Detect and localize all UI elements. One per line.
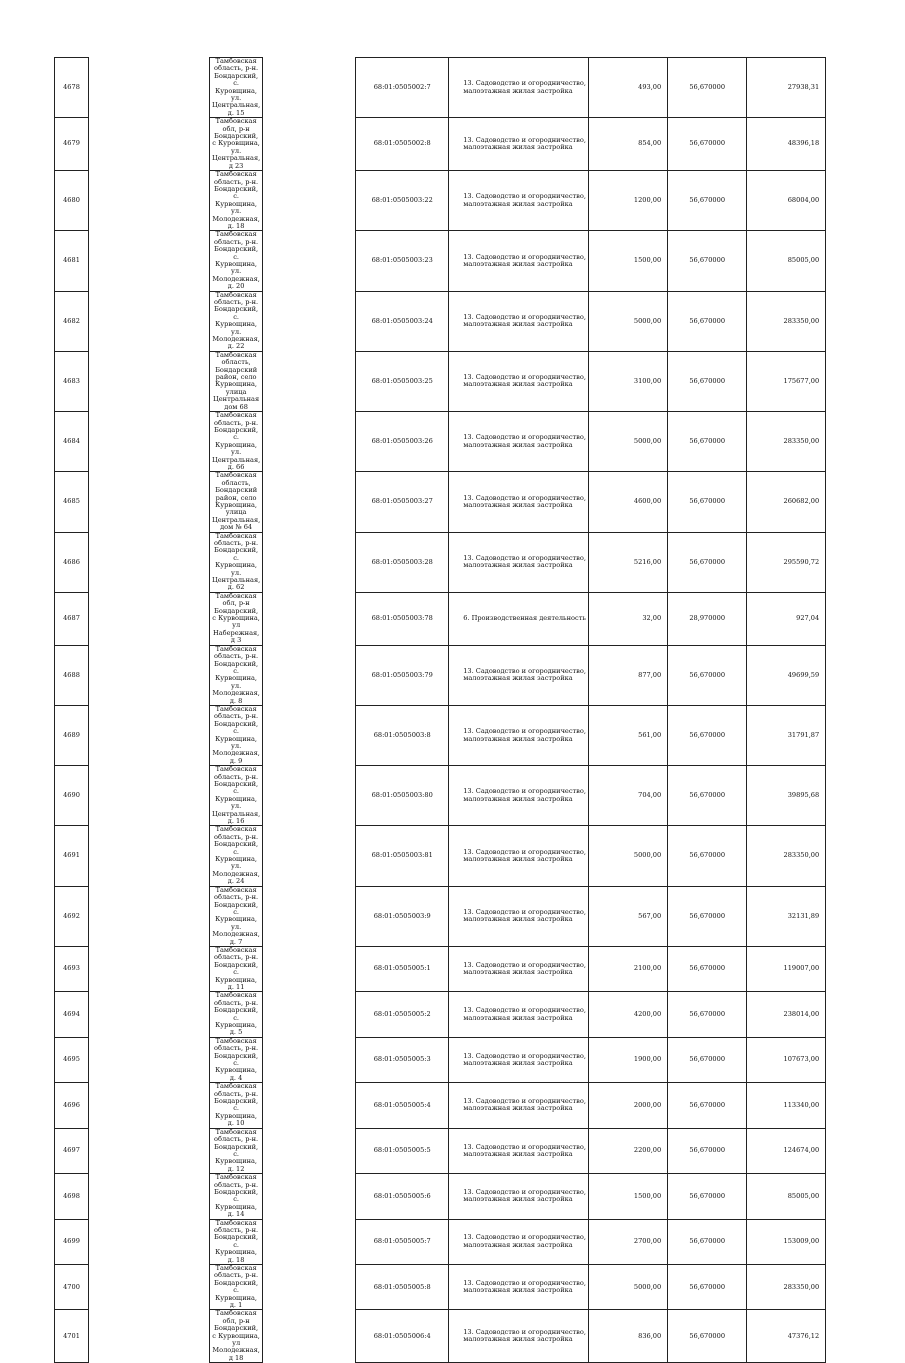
gap-cell [89, 766, 210, 826]
row-number-cell: 4700 [55, 1265, 89, 1310]
area-cell: 1900,00 [589, 1037, 668, 1082]
row-number-cell: 4680 [55, 171, 89, 231]
table-row [55, 1219, 826, 1264]
row-number-cell: 4690 [55, 766, 89, 826]
land-use-category-cell: 13. Садоводство и огородничество, малоэтажная жилая застройка [449, 1083, 589, 1128]
table-row [55, 291, 826, 351]
cadastral-number-cell: 68:01:0505003:25 [356, 351, 449, 411]
row-number-cell: 4682 [55, 291, 89, 351]
cadastral-number-cell: 68:01:0505005:4 [356, 1083, 449, 1128]
gap-cell [89, 946, 210, 991]
gap-cell [263, 472, 356, 532]
specific-value-cell: 56,670000 [668, 826, 747, 886]
table-row [55, 231, 826, 291]
cadastral-number-cell: 68:01:0505005:7 [356, 1219, 449, 1264]
gap-cell [89, 351, 210, 411]
cadastral-number-cell: 68:01:0505003:81 [356, 826, 449, 886]
table-row [55, 1037, 826, 1082]
table-row [55, 1265, 826, 1310]
address-cell: Тамбовская область, р-н. Бондарский, с. Курвощина, д. 11 [210, 946, 263, 991]
gap-cell [89, 231, 210, 291]
gap-cell [89, 705, 210, 765]
cadastral-number-cell: 68:01:0505005:2 [356, 992, 449, 1037]
land-use-category-cell: 13. Садоводство и огородничество, малоэтажная жилая застройка [449, 1128, 589, 1173]
row-number-cell: 4691 [55, 826, 89, 886]
cadastral-number-cell: 68:01:0505003:80 [356, 766, 449, 826]
area-cell: 2700,00 [589, 1219, 668, 1264]
gap-cell [89, 1083, 210, 1128]
specific-value-cell: 56,670000 [668, 1128, 747, 1173]
cadastral-number-cell: 68:01:0505005:6 [356, 1174, 449, 1219]
gap-cell [89, 171, 210, 231]
row-number-cell: 4679 [55, 118, 89, 171]
address-cell: Тамбовская обл, р-н Бондарский, с Курвощина, ул Набережная, д 3 [210, 592, 263, 645]
gap-cell [263, 351, 356, 411]
gap-cell [89, 412, 210, 472]
gap-cell [89, 992, 210, 1037]
cadastral-value-cell: 27938,31 [747, 58, 826, 118]
area-cell: 4200,00 [589, 992, 668, 1037]
area-cell: 3100,00 [589, 351, 668, 411]
gap-cell [263, 1037, 356, 1082]
land-use-category-cell: 13. Садоводство и огородничество, малоэтажная жилая застройка [449, 1219, 589, 1264]
table-row [55, 118, 826, 171]
specific-value-cell: 56,670000 [668, 412, 747, 472]
specific-value-cell: 56,670000 [668, 886, 747, 946]
cadastral-number-cell: 68:01:0505003:23 [356, 231, 449, 291]
cadastral-value-cell: 31791,87 [747, 705, 826, 765]
table-row [55, 532, 826, 592]
address-cell: Тамбовская область, р-н. Бондарский, с. Курвощина, д. 1 [210, 1265, 263, 1310]
area-cell: 5000,00 [589, 826, 668, 886]
cadastral-number-cell: 68:01:0505005:3 [356, 1037, 449, 1082]
address-cell: Тамбовская область, р-н. Бондарский, с. Курвощина, д. 5 [210, 992, 263, 1037]
area-cell: 5000,00 [589, 291, 668, 351]
table-body [55, 58, 826, 1363]
specific-value-cell: 56,670000 [668, 291, 747, 351]
cadastral-value-cell: 124674,00 [747, 1128, 826, 1173]
gap-cell [263, 592, 356, 645]
gap-cell [263, 1310, 356, 1363]
land-use-category-cell: 13. Садоводство и огородничество, малоэтажная жилая застройка [449, 58, 589, 118]
row-number-cell: 4681 [55, 231, 89, 291]
gap-cell [263, 992, 356, 1037]
specific-value-cell: 56,670000 [668, 645, 747, 705]
cadastral-value-cell: 283350,00 [747, 826, 826, 886]
area-cell: 567,00 [589, 886, 668, 946]
table-row [55, 412, 826, 472]
cadastral-value-cell: 32131,89 [747, 886, 826, 946]
table-row [55, 766, 826, 826]
gap-cell [263, 118, 356, 171]
specific-value-cell: 56,670000 [668, 1265, 747, 1310]
address-cell: Тамбовская область, р-н. Бондарский, с. Курвощина, д. 14 [210, 1174, 263, 1219]
table-row [55, 1310, 826, 1363]
cadastral-value-cell: 68004,00 [747, 171, 826, 231]
land-use-category-cell: 13. Садоводство и огородничество, малоэтажная жилая застройка [449, 705, 589, 765]
gap-cell [263, 826, 356, 886]
row-number-cell: 4688 [55, 645, 89, 705]
gap-cell [263, 946, 356, 991]
gap-cell [89, 291, 210, 351]
cadastral-number-cell: 68:01:0505003:28 [356, 532, 449, 592]
cadastral-number-cell: 68:01:0505003:9 [356, 886, 449, 946]
cadastral-value-cell: 47376,12 [747, 1310, 826, 1363]
cadastral-value-cell: 49699,59 [747, 645, 826, 705]
specific-value-cell: 56,670000 [668, 171, 747, 231]
area-cell: 1500,00 [589, 1174, 668, 1219]
row-number-cell: 4685 [55, 472, 89, 532]
area-cell: 704,00 [589, 766, 668, 826]
specific-value-cell: 56,670000 [668, 766, 747, 826]
gap-cell [89, 472, 210, 532]
land-valuation-table [54, 57, 826, 1363]
address-cell: Тамбовская область, р-н. Бондарский, с. Куровщина, ул. Центральная, д. 15 [210, 58, 263, 118]
cadastral-number-cell: 68:01:0505003:27 [356, 472, 449, 532]
specific-value-cell: 56,670000 [668, 118, 747, 171]
area-cell: 493,00 [589, 58, 668, 118]
row-number-cell: 4689 [55, 705, 89, 765]
cadastral-number-cell: 68:01:0505006:4 [356, 1310, 449, 1363]
cadastral-number-cell: 68:01:0505002:8 [356, 118, 449, 171]
land-use-category-cell: 13. Садоводство и огородничество, малоэтажная жилая застройка [449, 291, 589, 351]
table-row [55, 592, 826, 645]
gap-cell [263, 645, 356, 705]
cadastral-value-cell: 107673,00 [747, 1037, 826, 1082]
gap-cell [263, 1265, 356, 1310]
gap-cell [263, 291, 356, 351]
address-cell: Тамбовская область, Бондарский район, село Курвощина, улица Центральная дом 68 [210, 351, 263, 411]
area-cell: 5216,00 [589, 532, 668, 592]
cadastral-number-cell: 68:01:0505003:24 [356, 291, 449, 351]
table-row [55, 1083, 826, 1128]
cadastral-value-cell: 927,04 [747, 592, 826, 645]
table-row [55, 886, 826, 946]
cadastral-value-cell: 153009,00 [747, 1219, 826, 1264]
land-use-category-cell: 13. Садоводство и огородничество, малоэтажная жилая застройка [449, 532, 589, 592]
cadastral-number-cell: 68:01:0505005:1 [356, 946, 449, 991]
cadastral-number-cell: 68:01:0505003:79 [356, 645, 449, 705]
cadastral-value-cell: 295590,72 [747, 532, 826, 592]
row-number-cell: 4701 [55, 1310, 89, 1363]
table-row [55, 1174, 826, 1219]
area-cell: 1500,00 [589, 231, 668, 291]
area-cell: 854,00 [589, 118, 668, 171]
land-use-category-cell: 13. Садоводство и огородничество, малоэтажная жилая застройка [449, 992, 589, 1037]
address-cell: Тамбовская область, р-н. Бондарский, с. Курвощина, ул. Молодежная, д. 24 [210, 826, 263, 886]
gap-cell [89, 1265, 210, 1310]
land-use-category-cell: 13. Садоводство и огородничество, малоэтажная жилая застройка [449, 231, 589, 291]
address-cell: Тамбовская область, р-н. Бондарский, с. Курвощина, ул. Молодежная, д. 8 [210, 645, 263, 705]
cadastral-number-cell: 68:01:0505005:8 [356, 1265, 449, 1310]
row-number-cell: 4683 [55, 351, 89, 411]
land-use-category-cell: 13. Садоводство и огородничество, малоэтажная жилая застройка [449, 946, 589, 991]
row-number-cell: 4696 [55, 1083, 89, 1128]
table-row [55, 351, 826, 411]
table-row [55, 58, 826, 118]
land-use-category-cell: 13. Садоводство и огородничество, малоэтажная жилая застройка [449, 826, 589, 886]
address-cell: Тамбовская область, Бондарский район, село Курвощина, улица Центральная, дом № 64 [210, 472, 263, 532]
land-use-category-cell: 13. Садоводство и огородничество, малоэтажная жилая застройка [449, 1265, 589, 1310]
specific-value-cell: 56,670000 [668, 1083, 747, 1128]
address-cell: Тамбовская область, р-н. Бондарский, с. Курвощина, ул. Молодежная, д. 9 [210, 705, 263, 765]
gap-cell [263, 1083, 356, 1128]
specific-value-cell: 56,670000 [668, 1219, 747, 1264]
gap-cell [263, 171, 356, 231]
specific-value-cell: 56,670000 [668, 472, 747, 532]
land-use-category-cell: 13. Садоводство и огородничество, малоэтажная жилая застройка [449, 412, 589, 472]
gap-cell [89, 645, 210, 705]
row-number-cell: 4693 [55, 946, 89, 991]
row-number-cell: 4687 [55, 592, 89, 645]
address-cell: Тамбовская область, р-н. Бондарский, с. Курвощина, ул. Молодежная, д. 22 [210, 291, 263, 351]
area-cell: 4600,00 [589, 472, 668, 532]
gap-cell [89, 1310, 210, 1363]
row-number-cell: 4692 [55, 886, 89, 946]
gap-cell [89, 826, 210, 886]
row-number-cell: 4697 [55, 1128, 89, 1173]
table-row [55, 705, 826, 765]
land-use-category-cell: 13. Садоводство и огородничество, малоэтажная жилая застройка [449, 118, 589, 171]
gap-cell [89, 1174, 210, 1219]
gap-cell [89, 58, 210, 118]
cadastral-value-cell: 85005,00 [747, 231, 826, 291]
address-cell: Тамбовская обл, р-н Бондарский, с Курвощина, ул Молодежная, д 18 [210, 1310, 263, 1363]
land-use-category-cell: 13. Садоводство и огородничество, малоэтажная жилая застройка [449, 472, 589, 532]
row-number-cell: 4686 [55, 532, 89, 592]
cadastral-number-cell: 68:01:0505003:26 [356, 412, 449, 472]
area-cell: 5000,00 [589, 1265, 668, 1310]
cadastral-number-cell: 68:01:0505003:8 [356, 705, 449, 765]
address-cell: Тамбовская область, р-н. Бондарский, с. Курвощина, д. 10 [210, 1083, 263, 1128]
address-cell: Тамбовская обл, р-н Бондарский, с Куровщина, ул. Центральная, д 23 [210, 118, 263, 171]
cadastral-number-cell: 68:01:0505003:78 [356, 592, 449, 645]
table-row [55, 992, 826, 1037]
address-cell: Тамбовская область, р-н. Бондарский, с. Курвощина, ул. Центральная, д. 16 [210, 766, 263, 826]
land-use-category-cell: 13. Садоводство и огородничество, малоэтажная жилая застройка [449, 1310, 589, 1363]
area-cell: 1200,00 [589, 171, 668, 231]
specific-value-cell: 56,670000 [668, 1037, 747, 1082]
gap-cell [89, 1037, 210, 1082]
specific-value-cell: 28,970000 [668, 592, 747, 645]
area-cell: 836,00 [589, 1310, 668, 1363]
area-cell: 2000,00 [589, 1083, 668, 1128]
specific-value-cell: 56,670000 [668, 1310, 747, 1363]
table-row [55, 171, 826, 231]
cadastral-value-cell: 119007,00 [747, 946, 826, 991]
gap-cell [263, 412, 356, 472]
land-use-category-cell: 13. Садоводство и огородничество, малоэтажная жилая застройка [449, 171, 589, 231]
land-use-category-cell: 6. Производственная деятельность [449, 592, 589, 645]
row-number-cell: 4694 [55, 992, 89, 1037]
gap-cell [89, 1219, 210, 1264]
gap-cell [263, 231, 356, 291]
cadastral-value-cell: 113340,00 [747, 1083, 826, 1128]
cadastral-value-cell: 238014,00 [747, 992, 826, 1037]
gap-cell [89, 1128, 210, 1173]
land-use-category-cell: 13. Садоводство и огородничество, малоэтажная жилая застройка [449, 1037, 589, 1082]
specific-value-cell: 56,670000 [668, 58, 747, 118]
cadastral-value-cell: 283350,00 [747, 1265, 826, 1310]
address-cell: Тамбовская область, р-н. Бондарский, с. Курвощина, д. 18 [210, 1219, 263, 1264]
address-cell: Тамбовская область, р-н. Бондарский, с. Курвощина, ул. Молодежная, д. 20 [210, 231, 263, 291]
cadastral-value-cell: 283350,00 [747, 412, 826, 472]
gap-cell [89, 118, 210, 171]
gap-cell [263, 532, 356, 592]
gap-cell [263, 705, 356, 765]
gap-cell [263, 1128, 356, 1173]
gap-cell [263, 58, 356, 118]
table-row [55, 645, 826, 705]
cadastral-value-cell: 85005,00 [747, 1174, 826, 1219]
cadastral-value-cell: 39895,68 [747, 766, 826, 826]
address-cell: Тамбовская область, р-н. Бондарский, с. Курвощина, ул. Центральная, д. 66 [210, 412, 263, 472]
specific-value-cell: 56,670000 [668, 992, 747, 1037]
row-number-cell: 4699 [55, 1219, 89, 1264]
address-cell: Тамбовская область, р-н. Бондарский, с. Курвощина, ул. Молодежная, д. 7 [210, 886, 263, 946]
gap-cell [263, 766, 356, 826]
gap-cell [89, 886, 210, 946]
row-number-cell: 4698 [55, 1174, 89, 1219]
specific-value-cell: 56,670000 [668, 351, 747, 411]
row-number-cell: 4695 [55, 1037, 89, 1082]
table-row [55, 472, 826, 532]
gap-cell [263, 886, 356, 946]
gap-cell [263, 1174, 356, 1219]
table-row [55, 1128, 826, 1173]
cadastral-number-cell: 68:01:0505005:5 [356, 1128, 449, 1173]
cadastral-number-cell: 68:01:0505002:7 [356, 58, 449, 118]
table-row [55, 946, 826, 991]
area-cell: 2200,00 [589, 1128, 668, 1173]
row-number-cell: 4678 [55, 58, 89, 118]
area-cell: 877,00 [589, 645, 668, 705]
cadastral-value-cell: 283350,00 [747, 291, 826, 351]
address-cell: Тамбовская область, р-н. Бондарский, с. Курвощина, д. 4 [210, 1037, 263, 1082]
cadastral-value-cell: 260682,00 [747, 472, 826, 532]
gap-cell [263, 1219, 356, 1264]
gap-cell [89, 532, 210, 592]
address-cell: Тамбовская область, р-н. Бондарский, с. Курвощина, ул. Молодежная, д. 18 [210, 171, 263, 231]
gap-cell [89, 592, 210, 645]
area-cell: 561,00 [589, 705, 668, 765]
area-cell: 5000,00 [589, 412, 668, 472]
table-row [55, 826, 826, 886]
specific-value-cell: 56,670000 [668, 231, 747, 291]
land-use-category-cell: 13. Садоводство и огородничество, малоэтажная жилая застройка [449, 766, 589, 826]
area-cell: 2100,00 [589, 946, 668, 991]
land-use-category-cell: 13. Садоводство и огородничество, малоэтажная жилая застройка [449, 1174, 589, 1219]
land-use-category-cell: 13. Садоводство и огородничество, малоэтажная жилая застройка [449, 351, 589, 411]
row-number-cell: 4684 [55, 412, 89, 472]
address-cell: Тамбовская область, р-н. Бондарский, с. Курвощина, ул. Центральная, д. 62 [210, 532, 263, 592]
specific-value-cell: 56,670000 [668, 946, 747, 991]
specific-value-cell: 56,670000 [668, 532, 747, 592]
cadastral-value-cell: 175677,00 [747, 351, 826, 411]
address-cell: Тамбовская область, р-н. Бондарский, с. Курвощина, д. 12 [210, 1128, 263, 1173]
land-use-category-cell: 13. Садоводство и огородничество, малоэтажная жилая застройка [449, 886, 589, 946]
cadastral-value-cell: 48396,18 [747, 118, 826, 171]
land-use-category-cell: 13. Садоводство и огородничество, малоэтажная жилая застройка [449, 645, 589, 705]
cadastral-number-cell: 68:01:0505003:22 [356, 171, 449, 231]
area-cell: 32,00 [589, 592, 668, 645]
specific-value-cell: 56,670000 [668, 705, 747, 765]
specific-value-cell: 56,670000 [668, 1174, 747, 1219]
